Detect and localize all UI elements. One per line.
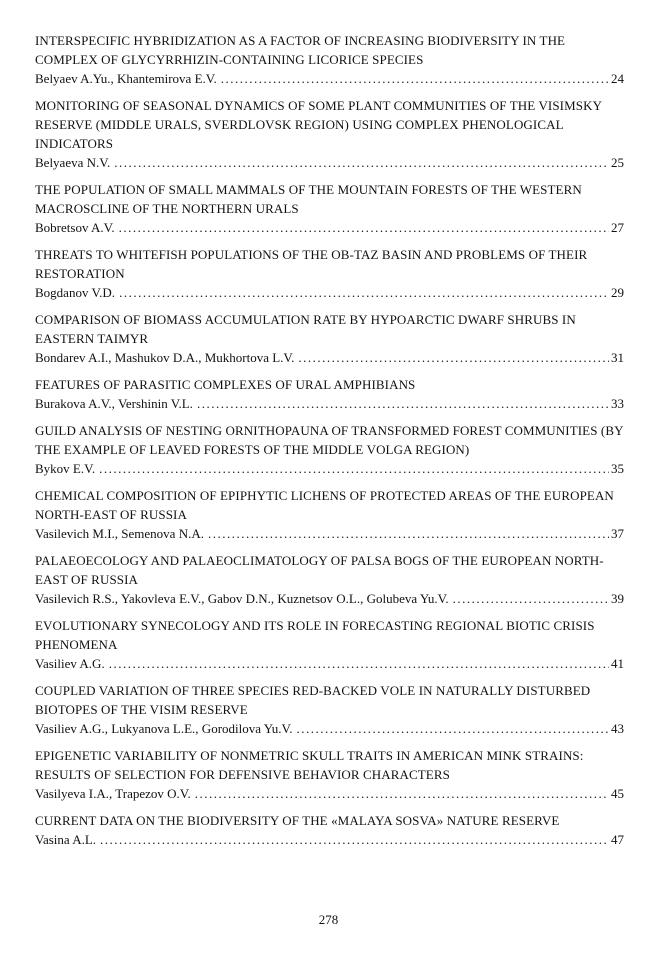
- entry-authors: Bogdanov V.D.: [35, 285, 116, 300]
- entry-authors-line: [35, 524, 624, 543]
- entry-title: PALAEOECOLOGY AND PALAEOCLIMATOLOGY OF PALSA BOGS OF THE EUROPEAN NORTH-EAST OF RUSSIA: [35, 553, 604, 587]
- entry-title: FEATURES OF PARASITIC COMPLEXES OF URAL AMPHIBIANS: [35, 377, 416, 392]
- entry-authors: Bondarev A.I., Mashukov D.A., Mukhortova L.V.: [35, 350, 295, 365]
- entry-authors: Belyaev A.Yu., Khantemirova E.V.: [35, 71, 217, 86]
- toc-entry: [35, 551, 624, 608]
- entry-authors: Vasilevich M.I., Semenova N.A.: [35, 526, 204, 541]
- entry-page-number: 47: [611, 832, 624, 847]
- entry-page-number: 43: [611, 721, 624, 736]
- entry-title: THREATS TO WHITEFISH POPULATIONS OF THE OB-TAZ BASIN AND PROBLEMS OF THEIR RESTORATION: [35, 247, 588, 281]
- entry-page-number: 24: [611, 71, 624, 86]
- leader-dots: [100, 830, 609, 849]
- entry-authors: Belyaeva N.V.: [35, 155, 111, 170]
- entry-title: CHEMICAL COMPOSITION OF EPIPHYTIC LICHENS OF PROTECTED AREAS OF THE EUROPEAN NORTH-EAST OF RUSSIA: [35, 488, 614, 522]
- entry-authors-line: [35, 348, 624, 367]
- entry-authors: Vasina A.L.: [35, 832, 97, 847]
- entry-authors-line: [35, 459, 624, 478]
- entry-authors: Bykov E.V.: [35, 461, 96, 476]
- leader-dots: [221, 69, 609, 88]
- toc-entry: [35, 746, 624, 803]
- entry-authors-line: [35, 218, 624, 237]
- leader-dots: [296, 719, 609, 738]
- toc-entry: [35, 245, 624, 302]
- entry-authors-line: [35, 589, 624, 608]
- entry-authors: Vasilevich R.S., Yakovleva E.V., Gabov D.N., Kuznetsov O.L., Golubeva Yu.V.: [35, 591, 449, 606]
- entry-authors-line: [35, 654, 624, 673]
- leader-dots: [298, 348, 609, 367]
- entry-title: EVOLUTIONARY SYNECOLOGY AND ITS ROLE IN FORECASTING REGIONAL BIOTIC CRISIS PHENOMENA: [35, 618, 595, 652]
- entry-authors-line: [35, 69, 624, 88]
- entry-authors-line: [35, 784, 624, 803]
- entry-title: CURRENT DATA ON THE BIODIVERSITY OF THE «MALAYA SOSVA» NATURE RESERVE: [35, 813, 560, 828]
- leader-dots: [195, 784, 609, 803]
- entry-page-number: 39: [611, 591, 624, 606]
- leader-dots: [119, 218, 609, 237]
- leader-dots: [99, 459, 609, 478]
- entry-authors: Bobretsov A.V.: [35, 220, 115, 235]
- toc-entry: [35, 96, 624, 172]
- entry-title: INTERSPECIFIC HYBRIDIZATION AS A FACTOR OF INCREASING BIODIVERSITY IN THE COMPLEX OF GLYCYRRHIZIN-CONTAINING LICORICE SPECIES: [35, 33, 566, 67]
- entry-authors-line: [35, 830, 624, 849]
- entry-title: EPIGENETIC VARIABILITY OF NONMETRIC SKULL TRAITS IN AMERICAN MINK STRAINS: RESULTS OF SELECTION FOR DEFENSIVE BEHAVIOR CHARACTERS: [35, 748, 584, 782]
- entry-authors-line: [35, 283, 624, 302]
- entry-page-number: 35: [611, 461, 624, 476]
- entry-authors: Vasiliev A.G.: [35, 656, 105, 671]
- leader-dots: [114, 153, 609, 172]
- page-footer: [0, 912, 657, 928]
- entry-page-number: 25: [611, 155, 624, 170]
- entry-title: COMPARISON OF BIOMASS ACCUMULATION RATE BY HYPOARCTIC DWARF SHRUBS IN EASTERN TAIMYR: [35, 312, 576, 346]
- entry-authors: Burakova A.V., Vershinin V.L.: [35, 396, 193, 411]
- entry-title: MONITORING OF SEASONAL DYNAMICS OF SOME PLANT COMMUNITIES OF THE VISIMSKY RESERVE (MIDDLE URALS, SVERDLOVSK REGION) USING COMPLEX PHENOLOGICAL INDICATORS: [35, 98, 602, 151]
- entry-authors-line: [35, 719, 624, 738]
- toc-list: [35, 31, 624, 857]
- entry-page-number: 27: [611, 220, 624, 235]
- toc-entry: [35, 375, 624, 413]
- entry-page-number: 29: [611, 285, 624, 300]
- entry-title: COUPLED VARIATION OF THREE SPECIES RED-BACKED VOLE IN NATURALLY DISTURBED BIOTOPES OF THE VISIM RESERVE: [35, 683, 591, 717]
- toc-entry: [35, 421, 624, 478]
- entry-page-number: 31: [611, 350, 624, 365]
- entry-authors: Vasilyeva I.A., Trapezov O.V.: [35, 786, 191, 801]
- entry-authors-line: [35, 153, 624, 172]
- toc-entry: [35, 486, 624, 543]
- leader-dots: [119, 283, 609, 302]
- leader-dots: [197, 394, 609, 413]
- toc-entry: [35, 811, 624, 849]
- toc-entry: [35, 616, 624, 673]
- entry-title: THE POPULATION OF SMALL MAMMALS OF THE MOUNTAIN FORESTS OF THE WESTERN MACROSCLINE OF THE NORTHERN URALS: [35, 182, 582, 216]
- toc-entry: [35, 180, 624, 237]
- leader-dots: [109, 654, 609, 673]
- toc-entry: [35, 31, 624, 88]
- leader-dots: [453, 589, 609, 608]
- toc-entry: [35, 681, 624, 738]
- entry-page-number: 41: [611, 656, 624, 671]
- entry-page-number: 33: [611, 396, 624, 411]
- toc-entry: [35, 310, 624, 367]
- entry-title: GUILD ANALYSIS OF NESTING ORNITHOPAUNA OF TRANSFORMED FOREST COMMUNITIES (BY THE EXAMPLE OF LEAVED FORESTS OF THE MIDDLE VOLGA REGION): [35, 423, 624, 457]
- leader-dots: [208, 524, 609, 543]
- entry-page-number: 45: [611, 786, 624, 801]
- footer-page-number: 278: [318, 912, 339, 927]
- entry-authors: Vasiliev A.G., Lukyanova L.E., Gorodilova Yu.V.: [35, 721, 293, 736]
- entry-page-number: 37: [611, 526, 624, 541]
- entry-authors-line: [35, 394, 624, 413]
